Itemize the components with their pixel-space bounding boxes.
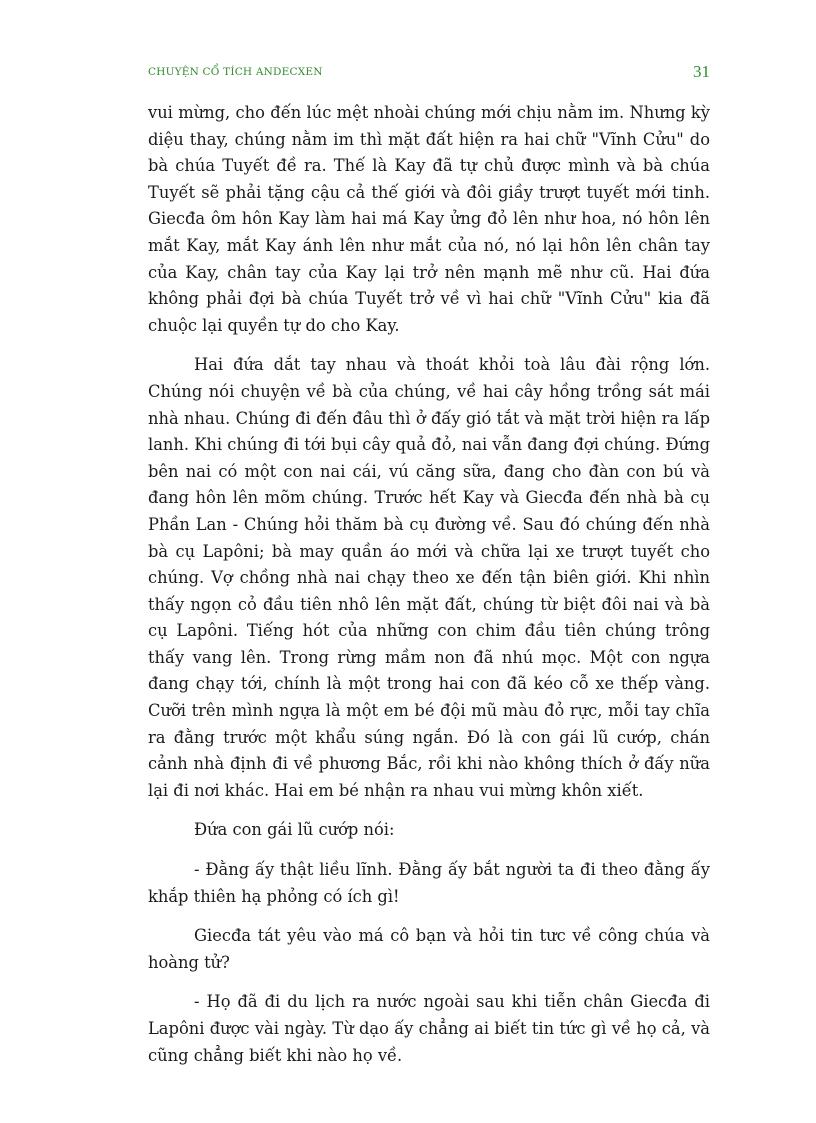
page-number: 31 [693,62,710,81]
paragraph-journey: Hai đứa dắt tay nhau và thoát khỏi toà lâu đài rộng lớn. Chúng nói chuyện về bà của chúng, về hai cây hồng trồng sát mái nhà nhau. Chúng đi đến đâu thì ở đấy gió tắt và mặt trời hiện ra lấp lanh. Khi chúng đi tới bụi cây quả đỏ, nai vẫn đang đợi chúng. Đứng bên nai có một con nai cái, vú căng sữa, đang cho đàn con bú và đang hôn lên mõm chúng. Trước hết Kay và Giecđa đến nhà bà cụ Phần Lan - Chúng hỏi thăm bà cụ đường về. Sau đó chúng đến nhà bà cụ Lapôni; bà may quần áo mới và chữa lại xe trượt tuyết cho chúng. Vợ chồng nhà nai chạy theo xe đến tận biên giới. Khi nhìn thấy ngọn cỏ đầu tiên nhô lên mặt đất, chúng từ biệt đôi nai và bà cụ Lapôni. Tiếng hót của những con chim đầu tiên chúng trông thấy vang lên. Trong rừng mầm non đã nhú mọc. Một con ngựa đang chạy tới, chính là một trong hai con đã kéo cỗ xe thếp vàng. Cưỡi trên mình ngựa là một em bé đội mũ màu đỏ rực, mỗi tay chĩa ra đằng trước một khẩu súng ngắn. Đó là con gái lũ cướp, chán cảnh nhà định đi về phương Bắc, rồi khi nào không thích ở đấy nữa lại đi nơi khác. Hai em bé nhận ra nhau vui mừng khôn xiết. [148,355,710,800]
paragraph-continued: vui mừng, cho đến lúc mệt nhoài chúng mới chịu nằm im. Nhưng kỳ diệu thay, chúng nằm im thì mặt đất hiện ra hai chữ "Vĩnh Cửu" do bà chúa Tuyết đề ra. Thế là Kay đã tự chủ được mình và bà chúa Tuyết sẽ phải tặng cậu cả thế giới và đôi giầy trượt tuyết mới tinh. Giecđa ôm hôn Kay làm hai má Kay ửng đỏ lên như hoa, nó hôn lên mắt Kay, mắt Kay ánh lên như mắt của nó, nó lại hôn lên chân tay của Kay, chân tay của Kay lại trở nên mạnh mẽ như cũ. Hai đứa không phải đợi bà chúa Tuyết trở về vì hai chữ "Vĩnh Cửu" kia đã chuộc lại quyền tự do cho Kay. [148,103,710,335]
book-title: CHUYỆN CỔ TÍCH ANDECXEN [148,66,323,78]
page-body [148,100,710,1082]
paragraph-dialogue-answer: - Họ đã đi du lịch ra nước ngoài sau khi tiễn chân Giecđa đi Lapôni được vài ngày. Từ dạo ấy chẳng ai biết tin tức gì về họ cả, và cũng chẳng biết khi nào họ về. [148,992,710,1065]
paragraph-gerda-asks: Giecđa tát yêu vào má cô bạn và hỏi tin tưc về công chúa và hoàng tử? [148,926,710,972]
paragraph-dialogue-robber-girl: - Đằng ấy thật liều lĩnh. Đằng ấy bắt người ta đi theo đằng ấy khắp thiên hạ phỏng có ích gì! [148,860,710,906]
running-header [148,62,710,84]
paragraph-robber-girl-speaks: Đứa con gái lũ cướp nói: [194,820,395,840]
